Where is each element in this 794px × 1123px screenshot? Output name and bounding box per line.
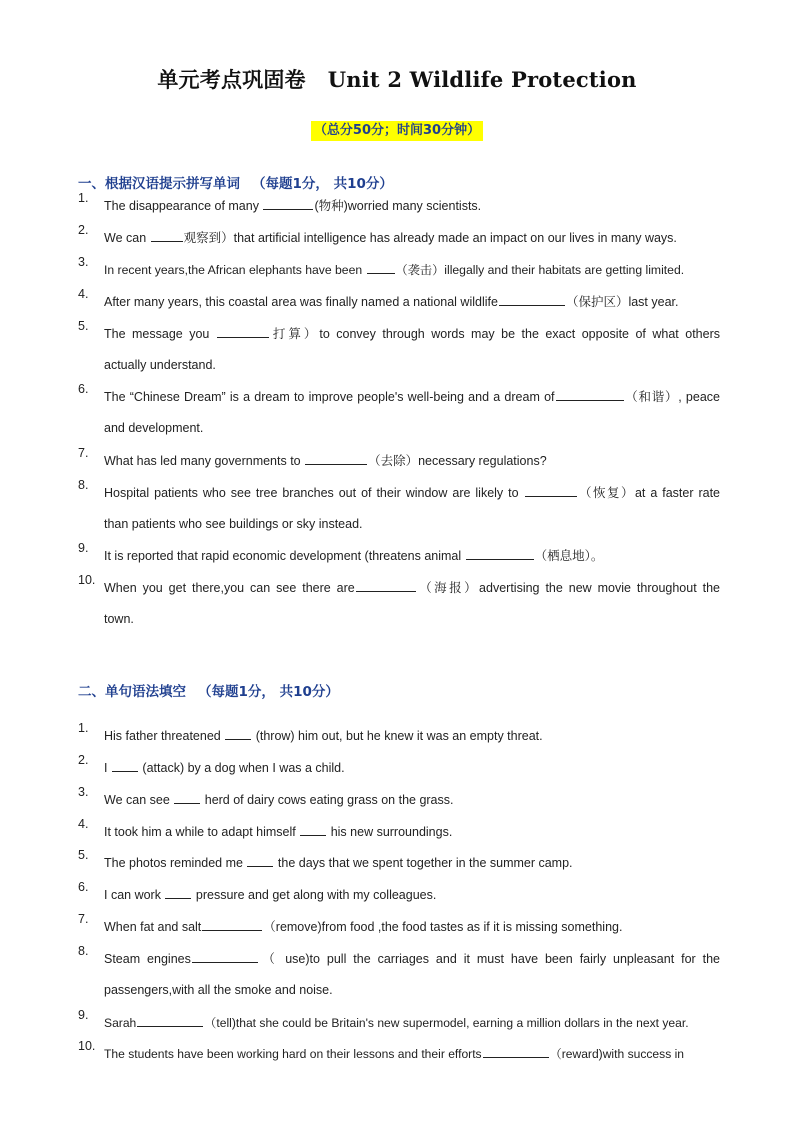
answer-blank[interactable] bbox=[305, 452, 367, 465]
answer-blank[interactable] bbox=[367, 261, 395, 274]
answer-blank[interactable] bbox=[112, 759, 138, 772]
title-english: Unit 2 Wildlife Protection bbox=[327, 67, 637, 92]
s2-question-9: 9. Sarah （tell)that she could be Britain's new supermodel, earning a million dollars in the next year. bbox=[78, 1008, 689, 1030]
section1-score-note: （每题1分， 共10分） bbox=[252, 176, 393, 192]
s2-question-8: 8. Steam engines （ use)to pull the carriages and it must have been fairly unpleasant for the passengers,with all the smoke and noise. bbox=[78, 944, 721, 997]
answer-blank[interactable] bbox=[151, 229, 183, 242]
answer-blank[interactable] bbox=[165, 886, 191, 899]
s1-question-6: 6. The “Chinese Dream” is a dream to improve people's well-being and a dream of （和谐）, peace and development. bbox=[78, 382, 720, 435]
s1-question-7: 7. What has led many governments to （去除）necessary regulations? bbox=[78, 446, 547, 468]
section2-score-note: （每题1分， 共10分） bbox=[198, 684, 339, 700]
s1-question-1: 1. The disappearance of many (物种)worried many scientists. bbox=[78, 191, 482, 213]
answer-blank[interactable] bbox=[356, 579, 416, 592]
answer-blank[interactable] bbox=[263, 197, 313, 210]
s2-question-2: 2. I (attack) by a dog when I was a child. bbox=[78, 753, 345, 775]
answer-blank[interactable] bbox=[556, 388, 624, 401]
answer-blank[interactable] bbox=[137, 1014, 203, 1027]
s1-question-4: 4. After many years, this coastal area was finally named a national wildlife （保护区）last year. bbox=[78, 287, 679, 309]
answer-blank[interactable] bbox=[247, 854, 273, 867]
page-title bbox=[0, 64, 794, 94]
s1-question-8: 8. Hospital patients who see tree branches out of their window are likely to （恢复）at a faster rate than patients who see buildings or sky instead. bbox=[78, 478, 720, 531]
answer-blank[interactable] bbox=[525, 484, 577, 497]
answer-blank[interactable] bbox=[300, 823, 326, 836]
answer-blank[interactable] bbox=[499, 293, 565, 306]
answer-blank[interactable] bbox=[192, 950, 258, 963]
s1-question-5: 5. The message you 打算）to convey through words may be the exact opposite of what others actually understand. bbox=[78, 319, 720, 372]
s2-question-1: 1. His father threatened (throw) him out, but he knew it was an empty threat. bbox=[78, 721, 543, 743]
answer-blank[interactable] bbox=[202, 918, 262, 931]
score-time-highlight: （总分50分；时间30分钟） bbox=[311, 121, 483, 141]
s1-question-3: 3. In recent years,the African elephants have been （袭击）illegally and their habitats are getting limited. bbox=[78, 255, 685, 277]
answer-blank[interactable] bbox=[483, 1045, 549, 1058]
s2-question-3: 3. We can see herd of dairy cows eating grass on the grass. bbox=[78, 785, 454, 807]
answer-blank[interactable] bbox=[174, 791, 200, 804]
answer-blank[interactable] bbox=[225, 727, 251, 740]
s2-question-5: 5. The photos reminded me the days that we spent together in the summer camp. bbox=[78, 848, 573, 870]
score-time-info bbox=[0, 121, 794, 141]
section2-heading: 二、单句语法填空 （每题1分， 共10分） bbox=[78, 684, 339, 700]
answer-blank[interactable] bbox=[217, 325, 269, 338]
s2-question-6: 6. I can work pressure and get along with my colleagues. bbox=[78, 880, 437, 902]
s1-question-9: 9. It is reported that rapid economic development (threatens animal （栖息地）。 bbox=[78, 541, 604, 563]
title-chinese: 单元考点巩固卷 bbox=[157, 67, 306, 92]
s2-question-7: 7. When fat and salt （remove)from food ,the food tastes as if it is missing something. bbox=[78, 912, 623, 934]
s2-question-10: 10. The students have been working hard on their lessons and their efforts （reward)with success in bbox=[78, 1039, 685, 1061]
section1-heading: 一、根据汉语提示拼写单词 （每题1分， 共10分） bbox=[78, 176, 393, 192]
s1-question-2: 2. We can 观察到）that artificial intelligence has already made an impact on our lives in many ways. bbox=[78, 223, 677, 245]
s1-question-10: 10. When you get there,you can see there are （海报）advertising the new movie throughout the town. bbox=[78, 573, 720, 626]
s2-question-4: 4. It took him a while to adapt himself his new surroundings. bbox=[78, 817, 453, 839]
answer-blank[interactable] bbox=[466, 547, 534, 560]
